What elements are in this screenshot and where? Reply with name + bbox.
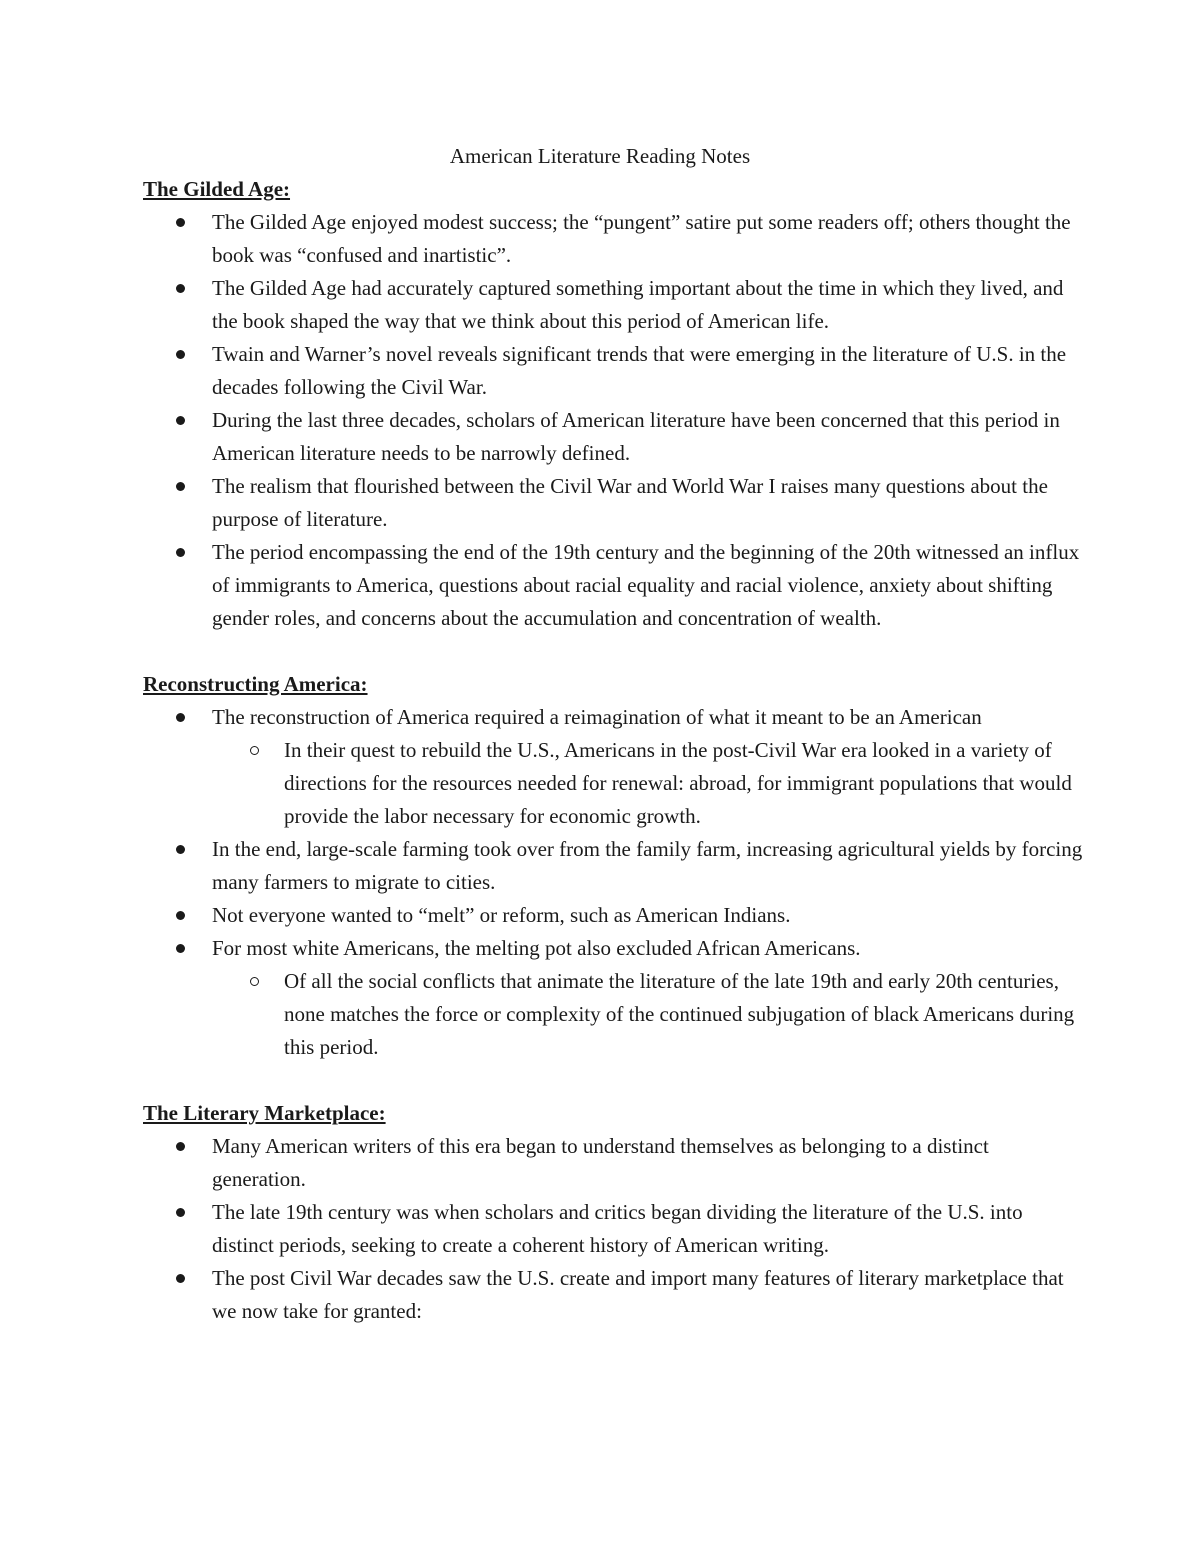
list-item-text: During the last three decades, scholars of American literature have been concerned that this period in American literature needs to be narrowly defined. [212,408,1060,465]
list-item [212,1196,1083,1262]
section-gilded-age [143,173,1083,635]
list-item [212,932,1083,1064]
list-item-text: The period encompassing the end of the 19th century and the beginning of the 20th witnessed an influx of immigrants to America, questions about racial equality and racial violence, anxiety about shifting gender roles, and concerns about the accumulation and concentration of wealth. [212,540,1080,630]
sub-list [212,734,1083,833]
list-item-text: The late 19th century was when scholars and critics began dividing the literature of the U.S. into distinct periods, seeking to create a coherent history of American writing. [212,1200,1023,1257]
bullet-icon [176,1274,185,1283]
list-item [212,272,1083,338]
list-item [212,338,1083,404]
document-body [143,173,1083,1361]
sub-list-item-text: Of all the social conflicts that animate the literature of the late 19th and early 20th centuries, none matches the force or complexity of the continued subjugation of black Americans during this period. [284,969,1075,1059]
section-heading: Reconstructing America: [143,672,368,696]
list-item-text: The Gilded Age had accurately captured something important about the time in which they lived, and the book shaped the way that we think about this period of American life. [212,276,1064,333]
list-item-text: In the end, large-scale farming took over from the family farm, increasing agricultural yields by forcing many farmers to migrate to cities. [212,837,1083,894]
bullet-icon [176,218,185,227]
section-heading: The Literary Marketplace: [143,1101,386,1125]
bullet-icon [176,944,185,953]
bullet-icon [176,416,185,425]
hollow-bullet-icon [250,977,259,986]
bullet-icon [176,1142,185,1151]
list-item [212,833,1083,899]
bullet-icon [176,911,185,920]
bullet-icon [176,284,185,293]
list-item [212,206,1083,272]
bullet-list [143,206,1083,635]
document-title: American Literature Reading Notes [449,144,751,168]
section-literary-marketplace [143,1097,1083,1328]
bullet-icon [176,713,185,722]
bullet-list [143,701,1083,1064]
list-item [212,1130,1083,1196]
list-item-text: For most white Americans, the melting pot also excluded African Americans. [212,936,861,960]
bullet-list [143,1130,1083,1328]
list-item [212,899,1083,932]
bullet-icon [176,845,185,854]
bullet-icon [176,482,185,491]
bullet-icon [176,1208,185,1217]
section-reconstructing-america [143,668,1083,1064]
sub-list-item [284,965,1083,1064]
list-item-text: The Gilded Age enjoyed modest success; the “pungent” satire put some readers off; others thought the book was “confused and inartistic”. [212,210,1071,267]
section-heading: The Gilded Age: [143,177,291,201]
list-item [212,701,1083,833]
list-item-text: The reconstruction of America required a reimagination of what it meant to be an American [212,705,982,729]
sub-list-item [284,734,1083,833]
sub-list-item-text: In their quest to rebuild the U.S., Americans in the post-Civil War era looked in a variety of directions for the resources needed for renewal: abroad, for immigrant populations that would provide the labor necessary for economic growth. [284,738,1072,828]
list-item-text: The realism that flourished between the Civil War and World War I raises many questions about the purpose of literature. [212,474,1048,531]
sub-list [212,965,1083,1064]
list-item [212,470,1083,536]
hollow-bullet-icon [250,746,259,755]
list-item [212,536,1083,635]
list-item [212,404,1083,470]
list-item-text: Twain and Warner’s novel reveals significant trends that were emerging in the literature of U.S. in the decades following the Civil War. [212,342,1067,399]
bullet-icon [176,350,185,359]
list-item-text: Many American writers of this era began to understand themselves as belonging to a distinct generation. [212,1134,989,1191]
bullet-icon [176,548,185,557]
list-item-text: Not everyone wanted to “melt” or reform, such as American Indians. [212,903,791,927]
list-item-text: The post Civil War decades saw the U.S. create and import many features of literary marketplace that we now take for granted: [212,1266,1064,1323]
list-item [212,1262,1083,1328]
